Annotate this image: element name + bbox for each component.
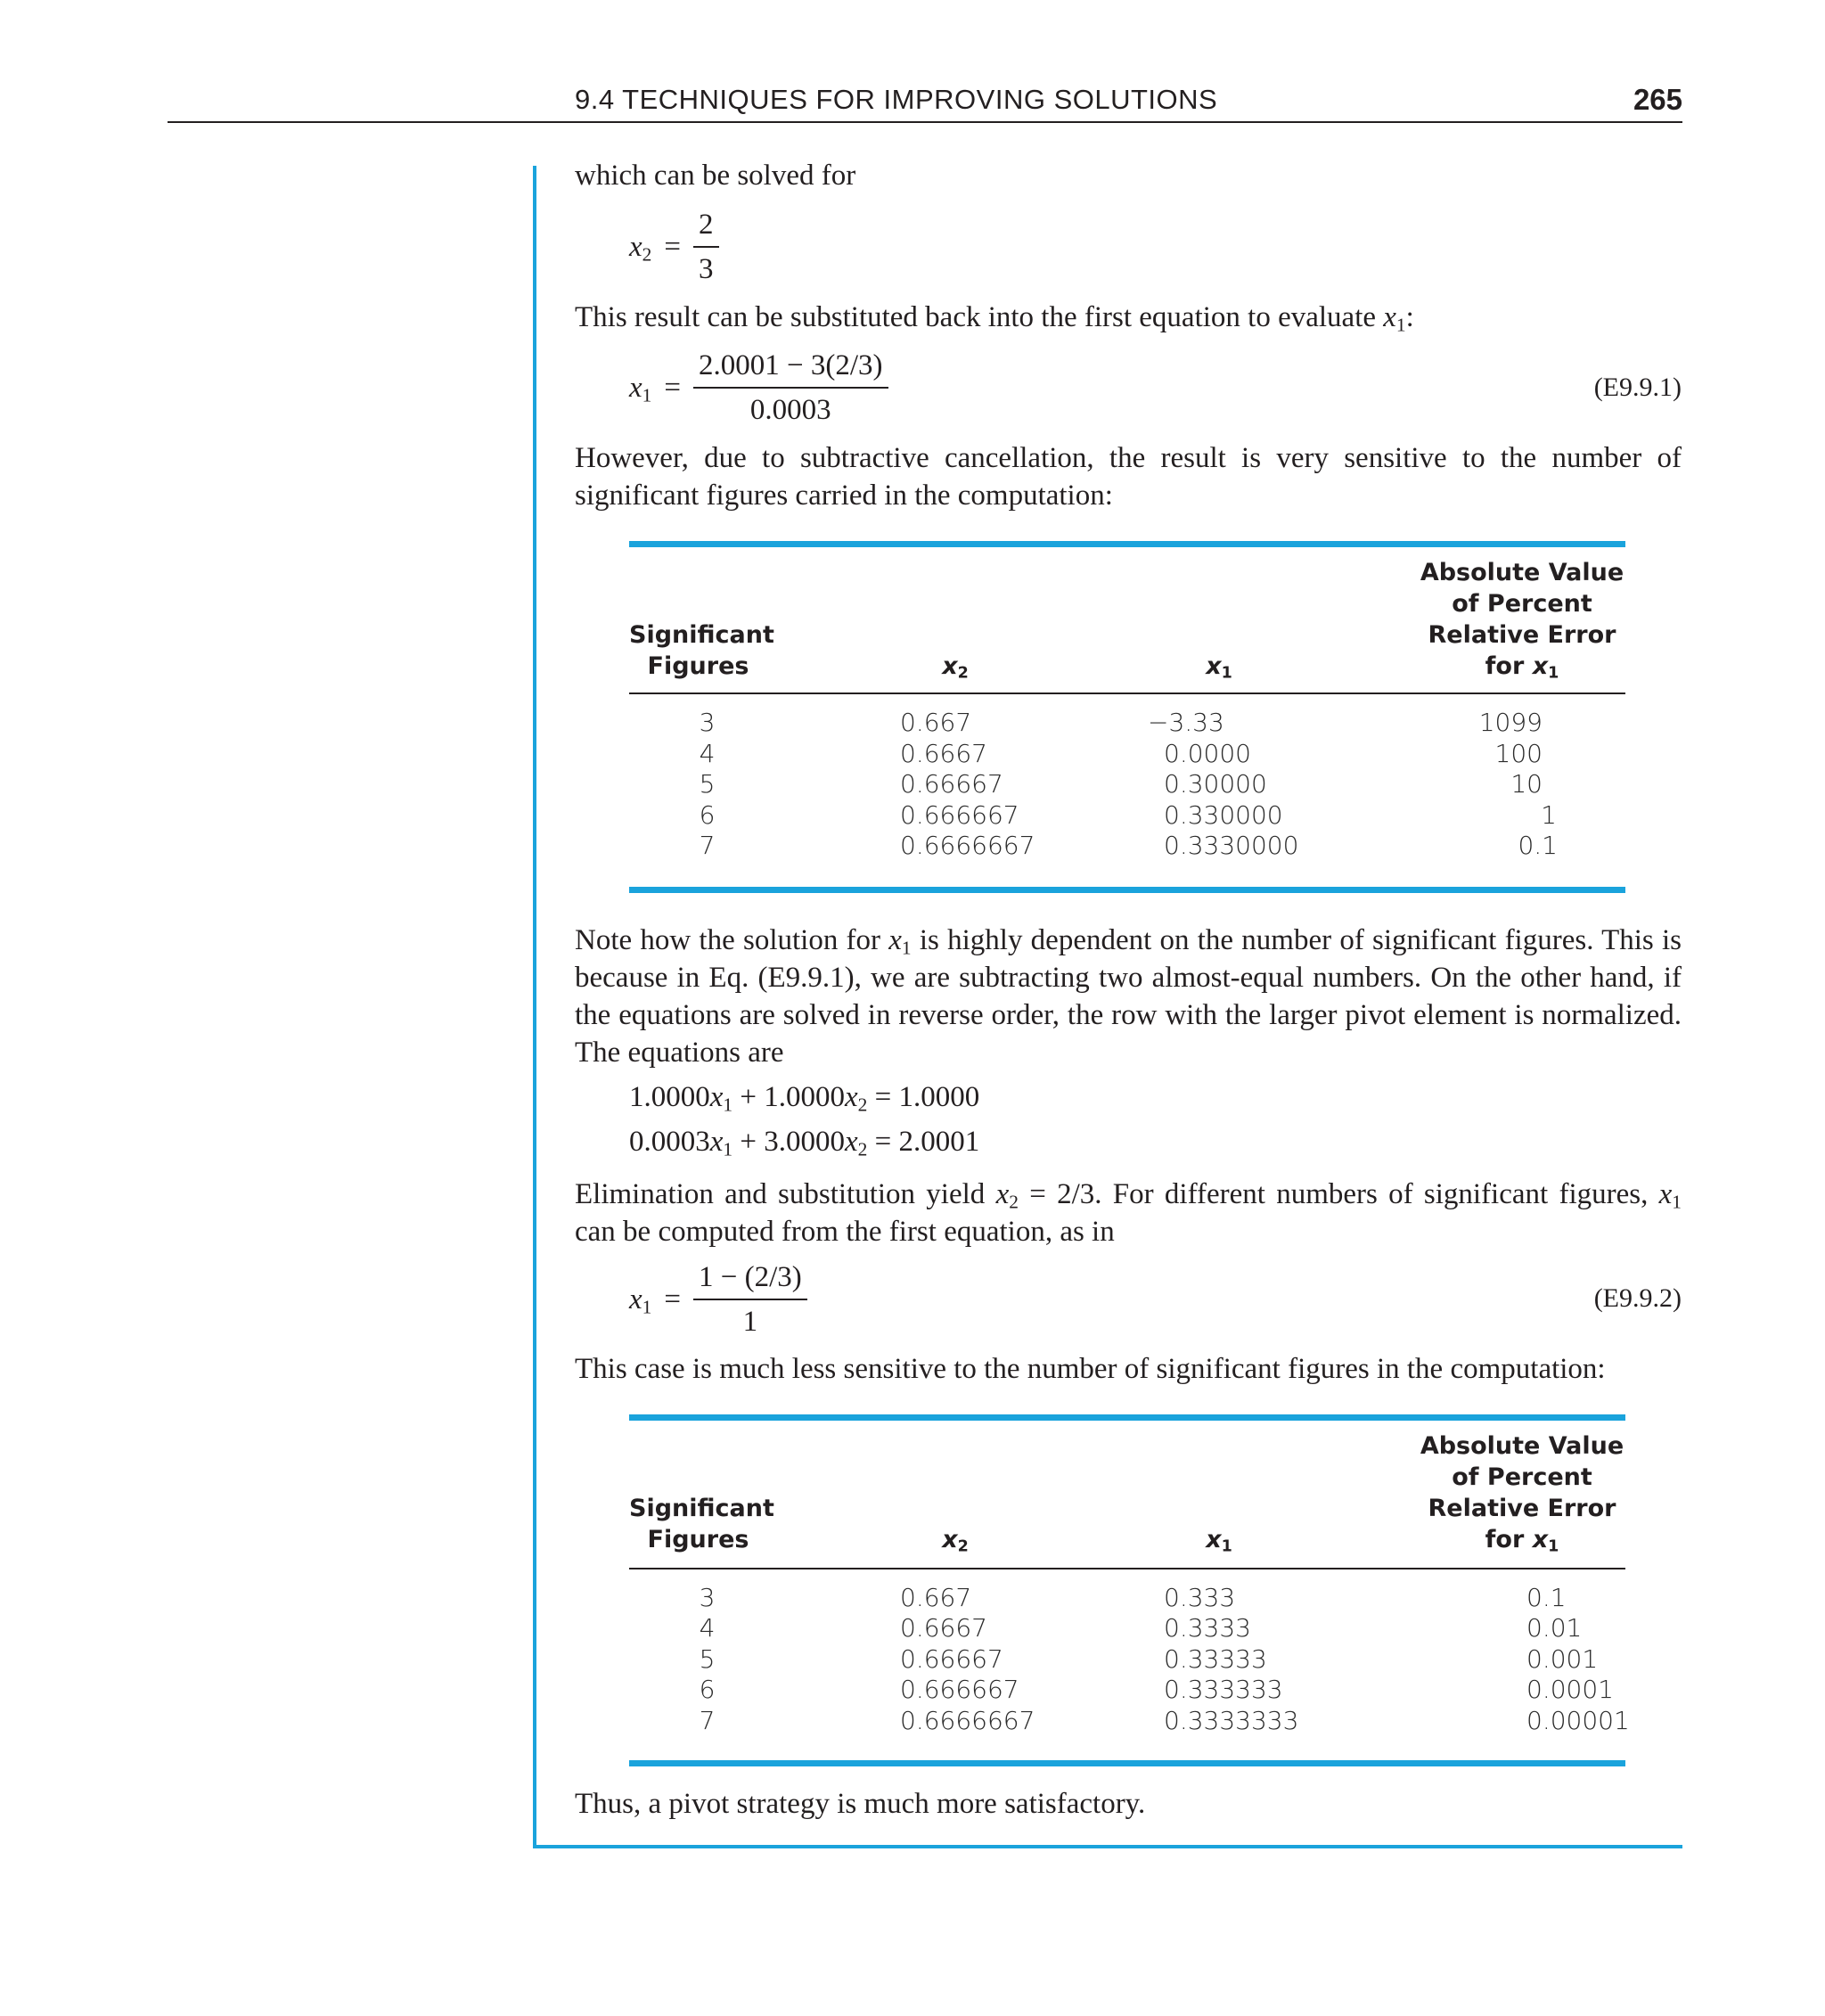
- table-cell: 6: [699, 1675, 716, 1704]
- table-cell: 5: [699, 769, 716, 799]
- table-cell: 0.666667: [900, 800, 1019, 830]
- table-cell: 0.3330000: [1164, 831, 1299, 860]
- table-cell: 0.01: [1526, 1613, 1583, 1643]
- header-significant-figures: Significant Figures: [629, 621, 774, 680]
- table-cell: 3: [699, 708, 716, 737]
- table-cell: 0.3333333: [1164, 1706, 1299, 1735]
- table-cell: 0.3333: [1164, 1613, 1251, 1643]
- table-cell: 0.0000: [1164, 739, 1251, 768]
- table-cell: 0.33333: [1164, 1644, 1267, 1674]
- table-cell: 0.6667: [900, 739, 987, 768]
- table-cell: 0.333333: [1164, 1675, 1283, 1704]
- header-relative-error: Absolute Value of Percent Relative Error for $x_1$: [1420, 559, 1624, 683]
- system-row-1: $1.0000x_1 + 1.0000x_2 = 1.0000$: [629, 1081, 980, 1116]
- table-cell: 0.667: [900, 708, 972, 737]
- paragraph-subtractive-cancellation: However, due to subtractive cancellation, the result is very sensitive to the number of significant figures carried in the computation:: [575, 442, 1682, 512]
- header-significant-figures: Significant Figures: [629, 1495, 774, 1553]
- table-header-rule: [629, 1568, 1625, 1569]
- table-cell: 4: [699, 1613, 716, 1643]
- table-cell: 1099: [1478, 708, 1543, 737]
- table-cell: 0.30000: [1164, 769, 1267, 799]
- equation-system: [629, 1075, 979, 1164]
- table-bottom-rule: [629, 1760, 1625, 1766]
- equation-label-e992: (E9.9.2): [1593, 1283, 1682, 1313]
- table-cell: 3: [699, 1583, 716, 1612]
- equation-label-e991: (E9.9.1): [1593, 373, 1682, 402]
- table-cell: 0.1: [1526, 1583, 1567, 1612]
- paragraph-pivot-strategy: Thus, a pivot strategy is much more satisfactory.: [575, 1788, 1146, 1820]
- page-number: 265: [1633, 83, 1682, 116]
- table-cell: 6: [699, 800, 716, 830]
- table-cell: 0.6666667: [900, 831, 1035, 860]
- section-title: 9.4 TECHNIQUES FOR IMPROVING SOLUTIONS: [575, 84, 1218, 115]
- example-box-left-rule: [533, 166, 536, 1848]
- table-top-rule: [629, 541, 1625, 547]
- table-significant-figures-1: [629, 541, 1625, 893]
- running-head: [168, 78, 1682, 123]
- table-bottom-rule: [629, 887, 1625, 893]
- table-header-rule: [629, 692, 1625, 694]
- header-x2: $x_2$: [942, 652, 969, 683]
- header-x1: $x_1$: [1206, 1526, 1232, 1556]
- table-cell: 7: [699, 1706, 716, 1735]
- table-cell: 4: [699, 739, 716, 768]
- table-cell: 7: [699, 831, 716, 860]
- table-cell: 0.666667: [900, 1675, 1019, 1704]
- equation-e991: $x_1$ = $\frac{2.0001 - 3(2/3)}{0.0003}$: [629, 348, 888, 428]
- header-relative-error: Absolute Value of Percent Relative Error for $x_1$: [1420, 1432, 1624, 1556]
- paragraph-solved-for: which can be solved for: [575, 160, 856, 192]
- table-cell: 0.00001: [1526, 1706, 1630, 1735]
- paragraph-substituted-back: This result can be substituted back into the first equation to evaluate $x_1$:: [575, 301, 1414, 336]
- table-cell: 0.66667: [900, 769, 1003, 799]
- table-cell: 10: [1510, 769, 1543, 799]
- equation-e992: $x_1$ = $\frac{1 - (2/3)}{1}$: [629, 1259, 807, 1340]
- paragraph-less-sensitive: This case is much less sensitive to the number of significant figures in the computation:: [575, 1353, 1606, 1385]
- table-cell: 0.333: [1164, 1583, 1236, 1612]
- equation-x2: $x_2$ = $\frac{2}{3}$: [629, 207, 719, 287]
- table-cell: 0.001: [1526, 1644, 1599, 1674]
- table-cell: 0.667: [900, 1583, 972, 1612]
- table-cell: 0.330000: [1164, 800, 1283, 830]
- table-top-rule: [629, 1414, 1625, 1421]
- table-cell: 0.6666667: [900, 1706, 1035, 1735]
- table-cell: 0.1: [1518, 831, 1558, 860]
- table-significant-figures-2: [629, 1414, 1630, 1766]
- system-row-2: $0.0003x_1 + 3.0000x_2 = 2.0001$: [629, 1126, 980, 1160]
- table-cell: 0.66667: [900, 1644, 1003, 1674]
- table-cell: 100: [1494, 739, 1543, 768]
- paragraph-elimination: Elimination and substitution yield $x_2 = 2/3$. For different numbers of significant figures, $x_1$ can be computed from the first equation, as in: [575, 1178, 1682, 1248]
- header-x1: $x_1$: [1206, 652, 1232, 683]
- table-cell: 0.0001: [1526, 1675, 1614, 1704]
- paragraph-note-dependent: Note how the solution for $x_1$ is highly dependent on the number of significant figures. This is because in Eq. (E9.9.1), we are subtracting two almost-equal numbers. On the other hand, if the equations are solved in reverse order, the row with the larger pivot element is normalized. The equations are: [575, 924, 1682, 1069]
- example-box-bottom-rule: [533, 1845, 1682, 1848]
- table-cell: −3.33: [1148, 708, 1224, 737]
- table-cell: 5: [699, 1644, 716, 1674]
- header-x2: $x_2$: [942, 1526, 969, 1556]
- table-cell: 0.6667: [900, 1613, 987, 1643]
- table-cell: 1: [1541, 800, 1557, 830]
